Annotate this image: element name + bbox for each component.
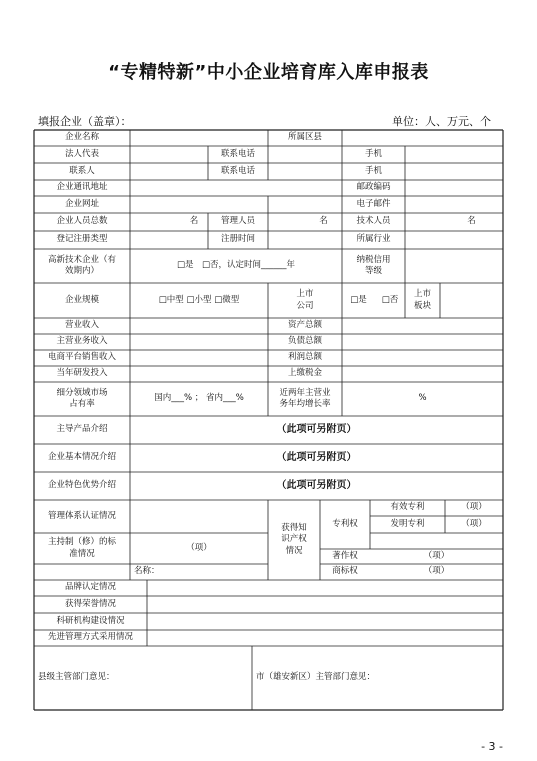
mobile-label: 手机 — [364, 148, 382, 159]
unit-person-2: 名 — [319, 216, 328, 227]
basic-info-label: 企业基本情况介绍 — [47, 452, 116, 463]
postcode-label: 邮政编码 — [356, 182, 391, 193]
profit-label: 利润总额 — [287, 352, 322, 363]
tax-paid-label: 上缴税金 — [287, 368, 322, 379]
headcount-label: 企业人员总数 — [56, 216, 108, 227]
legal-rep-label: 法人代表 — [64, 148, 99, 159]
mobile-label-2: 手机 — [364, 165, 382, 176]
invention-patent-unit: （项） — [461, 518, 487, 529]
hitech-label: 高新技术企业（有 效期内） — [47, 254, 116, 276]
basic-info-note: （此项可另附页） — [276, 452, 357, 464]
growth-label: 近两年主营业 务年均增长率 — [279, 387, 331, 409]
brand-label: 品牌认定情况 — [64, 582, 116, 593]
valid-patent-unit: （项） — [461, 502, 487, 513]
county-opinion: 县级主管部门意见： — [38, 672, 115, 683]
rnd-label: 当年研发投入 — [56, 368, 108, 379]
patent-label: 专利权 — [332, 518, 358, 529]
ecommerce-label: 电商平台销售收入 — [47, 352, 116, 363]
managers-label: 管理人员 — [220, 216, 255, 227]
reg-date-label: 注册时间 — [220, 234, 255, 245]
contact-phone-label: 联系电话 — [220, 148, 255, 159]
copyright-label: 著作权 — [332, 550, 358, 561]
website-label: 企业网址 — [64, 198, 99, 209]
tech-staff-label: 技术人员 — [356, 216, 391, 227]
tax-level-label: 纳税信用 等级 — [356, 254, 391, 276]
form-title: “专精特新”中小企业培育库入库申报表 — [108, 62, 429, 83]
standards-label: 主持制（修）的标 准情况 — [47, 537, 116, 559]
board-label: 上市 板块 — [413, 289, 431, 311]
contact-person-label: 联系人 — [69, 165, 95, 176]
advanced-mgmt-label: 先进管理方式采用情况 — [47, 632, 133, 643]
standards-unit: （项） — [186, 542, 212, 553]
valid-patent-label: 有效专利 — [390, 502, 425, 513]
listed-label: 上市 公司 — [296, 289, 314, 311]
contact-phone-label-2: 联系电话 — [220, 165, 255, 176]
main-revenue-label: 主营业务收入 — [56, 336, 108, 347]
listed-no: □否 — [381, 294, 399, 305]
market-values: 国内___% ； 省内___% — [154, 393, 244, 404]
filler-label: 填报企业（盖章）： — [38, 115, 132, 128]
main-products-note: （此项可另附页） — [276, 424, 357, 436]
assets-label: 资产总额 — [287, 320, 322, 331]
scale-options: □中型 □小型 □微型 — [158, 294, 240, 305]
hitech-options: □是 □否，认定时间______年 — [176, 260, 296, 271]
city-opinion: 市（雄安新区）主管部门意见： — [256, 672, 376, 683]
market-share-label: 细分领域市场 占有率 — [56, 387, 108, 409]
listed-yes: □是 — [350, 294, 367, 305]
research-label: 科研机构建设情况 — [56, 615, 125, 626]
unit-person-3: 名 — [467, 216, 476, 227]
trademark-unit: （项） — [423, 566, 450, 577]
main-products-label: 主导产品介绍 — [56, 424, 108, 435]
unit-person: 名 — [189, 216, 199, 227]
district-label: 所属区县 — [287, 132, 322, 143]
email-label: 电子邮件 — [356, 198, 391, 209]
growth-percent: % — [418, 393, 427, 404]
unit-label: 单位：人、万元、个 — [392, 115, 491, 128]
company-name-label: 企业名称 — [64, 132, 99, 143]
trademark-label: 商标权 — [332, 566, 358, 577]
liabilities-label: 负债总额 — [287, 336, 322, 347]
ip-label: 获得知 识产权 情况 — [281, 522, 307, 556]
mgmt-cert-label: 管理体系认证情况 — [47, 510, 116, 521]
address-label: 企业通讯地址 — [56, 182, 108, 193]
advantages-label: 企业特色优势介绍 — [47, 480, 116, 491]
reg-type-label: 登记注册类型 — [56, 234, 108, 245]
copyright-unit: （项） — [423, 550, 450, 561]
scale-label: 企业规模 — [64, 294, 99, 305]
industry-label: 所属行业 — [356, 234, 391, 245]
standards-name: 名称： — [134, 566, 160, 577]
honors-label: 获得荣誉情况 — [64, 598, 116, 609]
page-number: - 3 - — [481, 740, 503, 753]
revenue-label: 营业收入 — [64, 320, 99, 331]
advantages-note: （此项可另附页） — [276, 480, 357, 492]
invention-patent-label: 发明专利 — [390, 518, 425, 529]
